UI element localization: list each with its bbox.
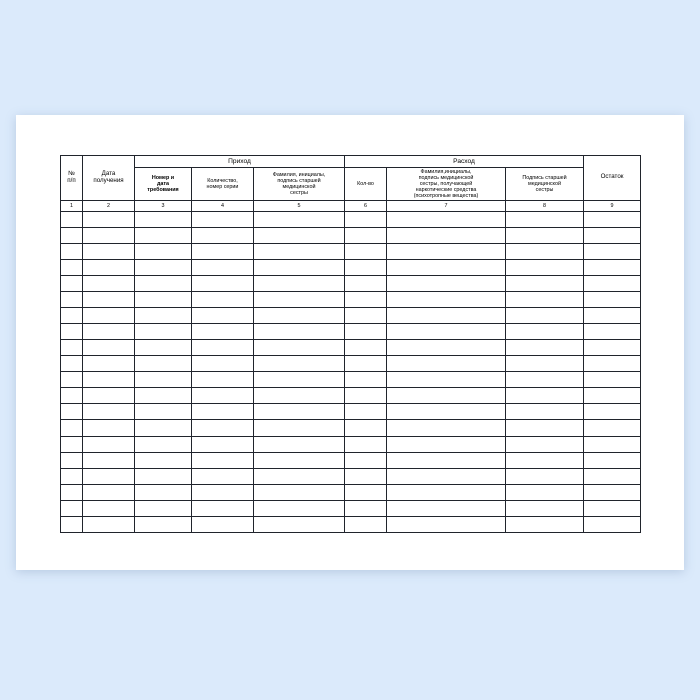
table-cell[interactable] [506,292,584,308]
table-row[interactable] [61,468,641,484]
table-cell[interactable] [61,308,83,324]
table-cell[interactable] [584,468,641,484]
table-cell[interactable] [506,324,584,340]
table-cell[interactable] [584,452,641,468]
table-cell[interactable] [506,500,584,516]
table-cell[interactable] [254,259,345,275]
table-cell[interactable] [61,324,83,340]
table-cell[interactable] [387,211,506,227]
table-cell[interactable] [506,436,584,452]
table-cell[interactable] [83,292,135,308]
table-row[interactable] [61,356,641,372]
table-cell[interactable] [135,243,192,259]
table-cell[interactable] [506,420,584,436]
table-cell[interactable] [254,356,345,372]
table-cell[interactable] [254,516,345,532]
table-cell[interactable] [135,468,192,484]
table-cell[interactable] [192,484,254,500]
table-cell[interactable] [387,308,506,324]
table-cell[interactable] [387,468,506,484]
table-cell[interactable] [83,516,135,532]
header-senior-nurse-out-line1: Подпись старшей [522,174,567,181]
table-cell[interactable] [83,388,135,404]
table-cell[interactable] [61,388,83,404]
table-cell[interactable] [135,420,192,436]
table-cell[interactable] [387,276,506,292]
table-cell[interactable] [61,516,83,532]
table-cell[interactable] [584,484,641,500]
table-cell[interactable] [506,356,584,372]
column-number-cell: 5 [254,200,345,211]
table-cell[interactable] [192,356,254,372]
table-cell[interactable] [584,500,641,516]
column-number-cell: 1 [61,200,83,211]
table-cell[interactable] [584,227,641,243]
table-cell[interactable] [584,259,641,275]
table-cell[interactable] [61,452,83,468]
table-cell[interactable] [83,372,135,388]
table-cell[interactable] [584,276,641,292]
table-cell[interactable] [254,484,345,500]
header-cell-balance: Остаток [584,156,641,201]
header-cell-quantity-series [192,168,254,201]
header-requirement-line2: дата [156,180,170,187]
table-cell[interactable] [61,292,83,308]
table-cell[interactable] [61,243,83,259]
table-cell[interactable] [61,436,83,452]
header-senior-nurse-in-line3: медицинской [282,183,316,190]
table-cell[interactable] [192,276,254,292]
table-cell[interactable] [192,227,254,243]
table-cell[interactable] [192,292,254,308]
table-cell[interactable] [254,211,345,227]
table-cell[interactable] [506,259,584,275]
table-cell[interactable] [506,211,584,227]
document-sheet [16,115,684,570]
header-senior-nurse-in-line4: сестры [290,189,308,196]
table-cell[interactable] [254,420,345,436]
table-cell[interactable] [387,372,506,388]
table-cell[interactable] [584,420,641,436]
header-quantity-line1: Количество, [207,177,238,184]
table-cell[interactable] [83,324,135,340]
table-cell[interactable] [83,420,135,436]
table-cell[interactable] [83,211,135,227]
column-number-cell: 2 [83,200,135,211]
table-cell[interactable] [192,452,254,468]
table-cell[interactable] [192,340,254,356]
table-cell[interactable] [584,340,641,356]
table-cell[interactable] [387,388,506,404]
header-senior-nurse-out-line3: сестры [535,186,554,193]
table-cell[interactable] [83,436,135,452]
header-row-subs [61,168,641,201]
table-cell[interactable] [135,436,192,452]
table-cell[interactable] [387,516,506,532]
table-cell[interactable] [345,324,387,340]
table-cell[interactable] [584,308,641,324]
table-cell[interactable] [506,243,584,259]
table-cell[interactable] [61,276,83,292]
table-cell[interactable] [61,484,83,500]
table-cell[interactable] [345,516,387,532]
table-cell[interactable] [254,276,345,292]
table-cell[interactable] [584,324,641,340]
header-group-rashod: Расход [345,156,584,168]
journal-table [60,155,641,533]
table-cell[interactable] [387,436,506,452]
table-cell[interactable] [345,356,387,372]
table-cell[interactable] [192,243,254,259]
header-senior-nurse-in-line1: Фамилия, инициалы, [272,171,326,178]
table-row[interactable] [61,388,641,404]
header-requirement-line1: Номер и [151,174,175,181]
table-cell[interactable] [61,372,83,388]
header-quantity-line2: номер серии [206,183,239,190]
table-cell[interactable] [135,452,192,468]
table-cell[interactable] [345,420,387,436]
table-cell[interactable] [135,388,192,404]
table-cell[interactable] [192,324,254,340]
table-row[interactable] [61,243,641,259]
table-cell[interactable] [192,308,254,324]
header-cell-date-received [83,156,135,201]
table-cell[interactable] [345,372,387,388]
table-cell[interactable] [506,404,584,420]
table-cell[interactable] [387,259,506,275]
table-row[interactable] [61,340,641,356]
table-cell[interactable] [192,388,254,404]
journal-table-area [60,155,640,533]
table-cell[interactable] [345,340,387,356]
table-cell[interactable] [345,211,387,227]
table-cell[interactable] [254,388,345,404]
header-cell-receiving-nurse [387,168,506,201]
table-cell[interactable] [83,227,135,243]
table-cell[interactable] [83,243,135,259]
table-cell[interactable] [135,356,192,372]
table-cell[interactable] [387,484,506,500]
table-cell[interactable] [192,516,254,532]
table-row[interactable] [61,372,641,388]
table-row[interactable] [61,276,641,292]
table-cell[interactable] [254,308,345,324]
column-number-cell: 3 [135,200,192,211]
table-row[interactable] [61,420,641,436]
table-cell[interactable] [83,308,135,324]
table-cell[interactable] [387,356,506,372]
table-cell[interactable] [387,404,506,420]
table-cell[interactable] [83,356,135,372]
table-cell[interactable] [345,243,387,259]
table-cell[interactable] [254,404,345,420]
table-cell[interactable] [345,500,387,516]
table-cell[interactable] [192,404,254,420]
table-cell[interactable] [135,500,192,516]
table-cell[interactable] [387,420,506,436]
table-row[interactable] [61,452,641,468]
table-cell[interactable] [135,404,192,420]
table-cell[interactable] [345,436,387,452]
table-cell[interactable] [135,276,192,292]
table-cell[interactable] [254,227,345,243]
header-receiving-nurse-line3: сестры, получающей [419,180,473,187]
table-cell[interactable] [192,500,254,516]
header-cell-senior-nurse-out [506,168,584,201]
table-cell[interactable] [135,484,192,500]
table-cell[interactable] [345,484,387,500]
table-cell[interactable] [135,211,192,227]
header-cell-number [61,156,83,201]
table-cell[interactable] [254,372,345,388]
column-number-cell: 9 [584,200,641,211]
table-cell[interactable] [254,500,345,516]
table-cell[interactable] [254,452,345,468]
table-cell[interactable] [254,468,345,484]
table-cell[interactable] [135,292,192,308]
header-receiving-nurse-line2: подпись медицинской [418,174,474,181]
table-cell[interactable] [135,259,192,275]
header-number-line2: п/п [67,176,76,184]
table-cell[interactable] [83,484,135,500]
header-receiving-nurse-line5: (психотропные вещества) [413,192,479,199]
table-cell[interactable] [506,372,584,388]
table-cell[interactable] [61,227,83,243]
table-cell[interactable] [345,259,387,275]
table-cell[interactable] [584,404,641,420]
table-cell[interactable] [254,340,345,356]
table-cell[interactable] [192,259,254,275]
table-cell[interactable] [345,227,387,243]
table-cell[interactable] [61,468,83,484]
table-cell[interactable] [584,372,641,388]
table-cell[interactable] [254,243,345,259]
table-cell[interactable] [345,292,387,308]
table-cell[interactable] [83,404,135,420]
table-cell[interactable] [135,308,192,324]
table-row[interactable] [61,259,641,275]
table-cell[interactable] [584,356,641,372]
table-cell[interactable] [135,340,192,356]
table-cell[interactable] [83,340,135,356]
table-cell[interactable] [584,292,641,308]
table-row[interactable] [61,436,641,452]
table-cell[interactable] [506,340,584,356]
header-row-groups [61,156,641,168]
table-row[interactable] [61,404,641,420]
table-cell[interactable] [254,292,345,308]
table-cell[interactable] [584,243,641,259]
table-cell[interactable] [506,388,584,404]
table-row[interactable] [61,484,641,500]
table-cell[interactable] [192,372,254,388]
header-senior-nurse-out-line2: медицинской [528,180,561,187]
table-cell[interactable] [506,308,584,324]
table-cell[interactable] [345,388,387,404]
table-cell[interactable] [192,211,254,227]
table-cell[interactable] [83,452,135,468]
table-cell[interactable] [387,452,506,468]
header-senior-nurse-in-line2: подпись старшей [277,177,321,184]
table-cell[interactable] [61,259,83,275]
table-cell[interactable] [135,324,192,340]
column-number-cell: 7 [387,200,506,211]
header-group-prihod: Приход [135,156,345,168]
table-cell[interactable] [345,276,387,292]
table-cell[interactable] [506,276,584,292]
table-cell[interactable] [83,500,135,516]
column-number-row [61,200,641,211]
table-cell[interactable] [345,308,387,324]
header-cell-amount-out: Кол-во [345,168,387,201]
table-cell[interactable] [506,468,584,484]
table-cell[interactable] [584,436,641,452]
table-cell[interactable] [387,243,506,259]
table-cell[interactable] [387,340,506,356]
table-cell[interactable] [345,468,387,484]
table-cell[interactable] [135,227,192,243]
table-cell[interactable] [506,516,584,532]
header-receiving-nurse-line4: наркотические средства [415,186,477,193]
table-row[interactable] [61,500,641,516]
table-cell[interactable] [83,468,135,484]
header-date-line1: Дата [101,169,116,177]
table-row[interactable] [61,308,641,324]
table-cell[interactable] [192,468,254,484]
table-cell[interactable] [61,500,83,516]
table-cell[interactable] [61,356,83,372]
table-cell[interactable] [387,292,506,308]
table-cell[interactable] [254,324,345,340]
header-cell-senior-nurse-in [254,168,345,201]
table-cell[interactable] [83,276,135,292]
table-cell[interactable] [135,372,192,388]
table-row[interactable] [61,292,641,308]
table-row[interactable] [61,516,641,532]
table-cell[interactable] [584,211,641,227]
column-number-cell: 8 [506,200,584,211]
table-cell[interactable] [506,484,584,500]
table-cell[interactable] [135,516,192,532]
column-number-cell: 6 [345,200,387,211]
table-cell[interactable] [61,340,83,356]
table-cell[interactable] [506,227,584,243]
table-cell[interactable] [506,452,584,468]
header-date-line2: получения [93,176,124,184]
table-cell[interactable] [192,436,254,452]
table-cell[interactable] [345,404,387,420]
table-row[interactable] [61,211,641,227]
column-number-cell: 4 [192,200,254,211]
table-cell[interactable] [387,500,506,516]
table-cell[interactable] [61,211,83,227]
table-cell[interactable] [61,404,83,420]
header-number-line1: № [68,169,75,177]
table-cell[interactable] [387,324,506,340]
table-cell[interactable] [83,259,135,275]
table-row[interactable] [61,227,641,243]
header-receiving-nurse-line1: Фамилия,инициалы, [420,168,472,175]
table-row[interactable] [61,324,641,340]
table-cell[interactable] [387,227,506,243]
table-cell[interactable] [61,420,83,436]
table-cell[interactable] [254,436,345,452]
header-requirement-line3: требования [147,186,179,193]
table-cell[interactable] [192,420,254,436]
journal-data-body [61,211,641,532]
table-cell[interactable] [345,452,387,468]
header-cell-requirement [135,168,192,201]
table-cell[interactable] [584,388,641,404]
table-cell[interactable] [584,516,641,532]
